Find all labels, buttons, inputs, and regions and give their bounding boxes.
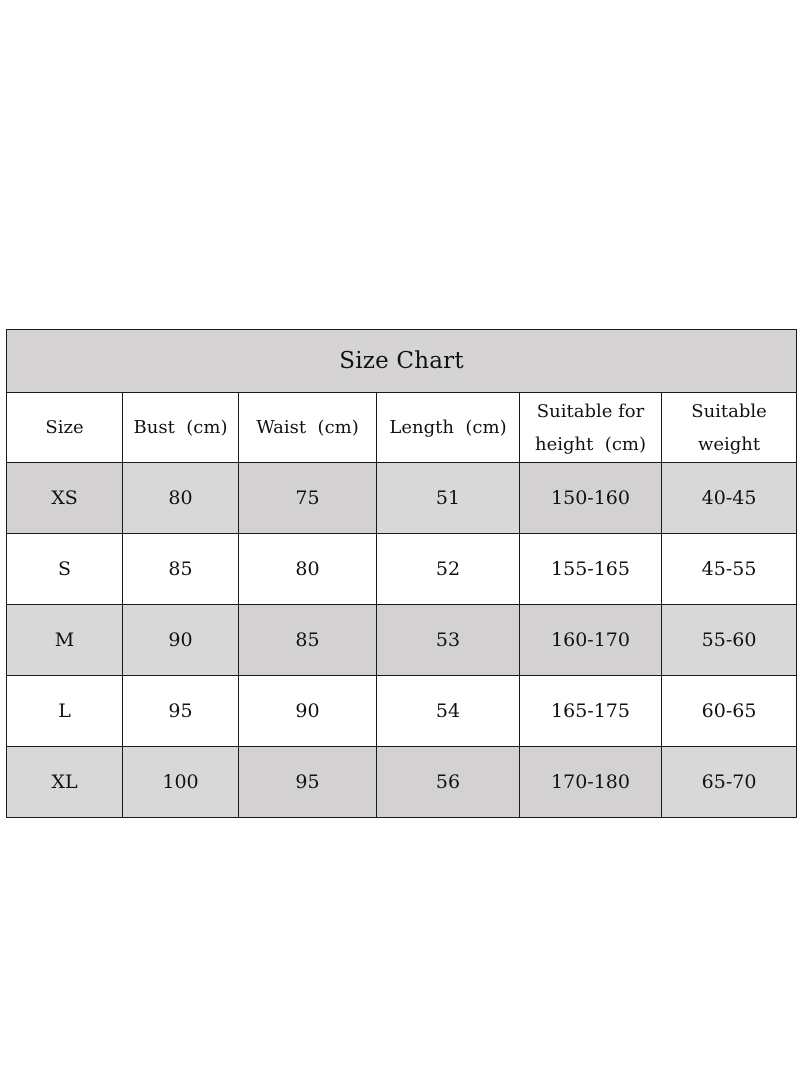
header-length: Length (cm) [377, 393, 520, 463]
cell-waist: 80 [239, 534, 377, 605]
header-size: Size [7, 393, 123, 463]
cell-bust: 80 [123, 463, 239, 534]
header-height-line-2: height (cm) [535, 433, 646, 455]
cell-height: 155-165 [520, 534, 662, 605]
header-weight-line-1: Suitable [691, 400, 767, 422]
chart-title: Size Chart [7, 330, 797, 393]
cell-weight: 65-70 [662, 747, 797, 818]
cell-bust: 95 [123, 676, 239, 747]
header-height [520, 393, 662, 463]
cell-height: 150-160 [520, 463, 662, 534]
header-height-line-1: Suitable for [536, 400, 645, 422]
cell-length: 53 [377, 605, 520, 676]
cell-waist: 90 [239, 676, 377, 747]
cell-height: 160-170 [520, 605, 662, 676]
cell-size: M [7, 605, 123, 676]
cell-height: 165-175 [520, 676, 662, 747]
header-waist: Waist (cm) [239, 393, 377, 463]
header-weight-line-2: weight [697, 433, 761, 455]
header-weight [662, 393, 797, 463]
cell-waist: 85 [239, 605, 377, 676]
cell-length: 54 [377, 676, 520, 747]
cell-weight: 60-65 [662, 676, 797, 747]
cell-length: 51 [377, 463, 520, 534]
cell-length: 52 [377, 534, 520, 605]
title-row [7, 330, 797, 393]
cell-waist: 95 [239, 747, 377, 818]
cell-size: XS [7, 463, 123, 534]
cell-weight: 40-45 [662, 463, 797, 534]
cell-size: L [7, 676, 123, 747]
table-row [7, 534, 797, 605]
table-row [7, 463, 797, 534]
cell-size: XL [7, 747, 123, 818]
table-row [7, 747, 797, 818]
cell-bust: 100 [123, 747, 239, 818]
cell-length: 56 [377, 747, 520, 818]
header-bust: Bust (cm) [123, 393, 239, 463]
size-chart-table [6, 329, 797, 818]
header-row [7, 393, 797, 463]
table-row [7, 605, 797, 676]
table-row [7, 676, 797, 747]
cell-weight: 55-60 [662, 605, 797, 676]
cell-size: S [7, 534, 123, 605]
cell-waist: 75 [239, 463, 377, 534]
cell-bust: 85 [123, 534, 239, 605]
cell-bust: 90 [123, 605, 239, 676]
cell-weight: 45-55 [662, 534, 797, 605]
cell-height: 170-180 [520, 747, 662, 818]
